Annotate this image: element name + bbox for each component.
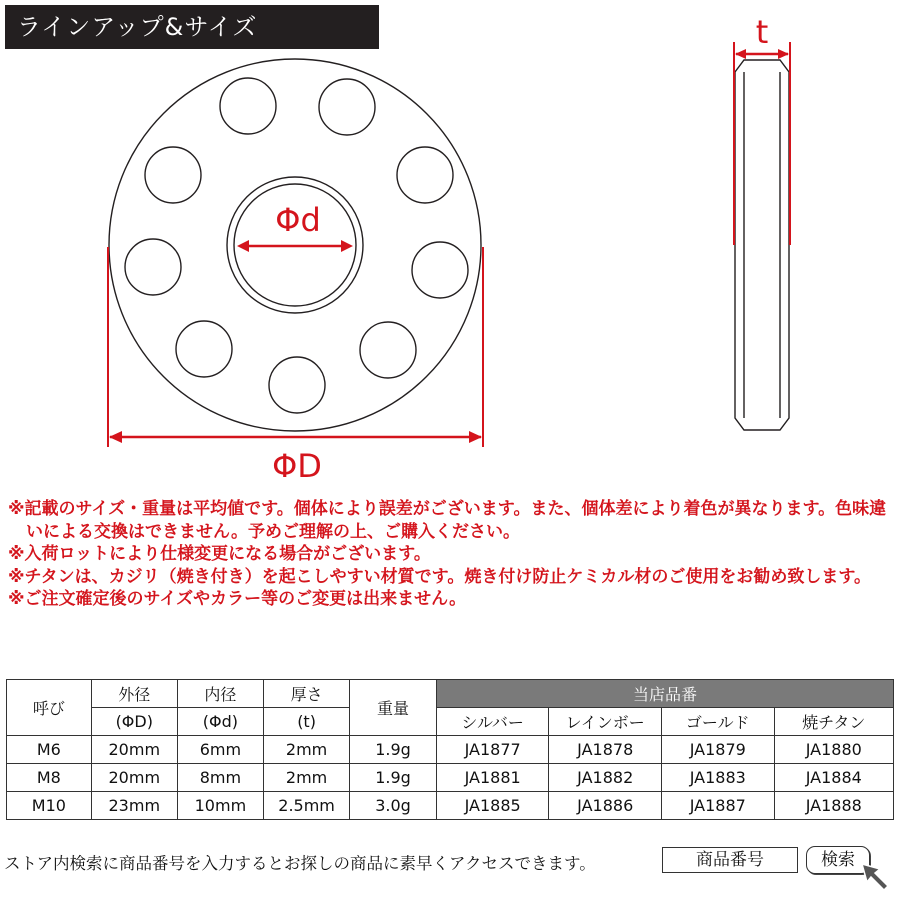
outer-diameter-dimension [108,247,483,447]
cell-thickness: 2mm [263,764,349,792]
cell-weight: 1.9g [350,736,437,764]
cell-weight: 1.9g [350,764,437,792]
header-thickness: 厚さ [263,680,349,708]
table-row [7,792,894,820]
cell-code: JA1885 [436,792,549,820]
thickness-dimension [734,42,790,245]
header-size: 呼び [7,680,92,736]
cell-size: M10 [7,792,92,820]
cell-outer: 20mm [91,764,177,792]
cell-thickness: 2mm [263,736,349,764]
header-color-silver: シルバー [436,708,549,736]
cursor-arrow-icon [858,860,892,894]
cell-code: JA1879 [661,736,774,764]
note-item: ※記載のサイズ・重量は平均値です。個体により誤差がございます。また、個体差により着色が異なります。色味違いによる交換はできません。予めご理解の上、ご購入ください。 [8,499,887,542]
cell-inner: 6mm [177,736,263,764]
lightening-hole [125,239,181,295]
header-outer: 外径 [91,680,177,708]
product-number-field: 商品番号 [662,847,798,873]
cell-thickness: 2.5mm [263,792,349,820]
lightening-hole [397,147,453,203]
spec-table [6,679,894,820]
lightening-hole [220,78,276,134]
lightening-hole [412,242,468,298]
outer-diameter-label: ΦD [272,447,322,485]
header-inner-unit: (Φd) [177,708,263,736]
cell-outer: 20mm [91,736,177,764]
note-item: ※入荷ロットにより仕様変更になる場合がございます。 [8,544,431,564]
inner-diameter-dimension [237,240,353,252]
cell-code: JA1884 [774,764,893,792]
header-outer-unit: (ΦD) [91,708,177,736]
cell-inner: 8mm [177,764,263,792]
cell-code: JA1887 [661,792,774,820]
header-inner: 内径 [177,680,263,708]
cell-code: JA1883 [661,764,774,792]
header-thickness-unit: (t) [263,708,349,736]
note-item: ※ご注文確定後のサイズやカラー等のご変更は出来ません。 [8,589,467,609]
cell-code: JA1886 [549,792,662,820]
store-search-hint [0,846,900,876]
notes [8,498,898,611]
cell-code: JA1880 [774,736,893,764]
lightening-hole [176,321,232,377]
lightening-hole [145,147,201,203]
washer-side-view [735,60,789,430]
cell-weight: 3.0g [350,792,437,820]
header-color-gold: ゴールド [661,708,774,736]
table-row [7,764,894,792]
table-row [7,736,894,764]
cell-code: JA1878 [549,736,662,764]
header-weight: 重量 [350,680,437,736]
lightening-hole [269,357,325,413]
search-button: 検索 [806,846,870,874]
thickness-label: t [755,13,769,51]
cell-code: JA1888 [774,792,893,820]
note-item: ※チタンは、カジリ（焼き付き）を起こしやすい材質です。焼き付け防止ケミカル材のご使用をお勧め致します。 [8,566,871,587]
cell-size: M6 [7,736,92,764]
inner-diameter-label: Φd [275,201,321,239]
cell-code: JA1877 [436,736,549,764]
cell-outer: 23mm [91,792,177,820]
cell-inner: 10mm [177,792,263,820]
cell-code: JA1882 [549,764,662,792]
lightening-hole [319,79,375,135]
header-color-burnt-titanium: 焼チタン [774,708,893,736]
cell-size: M8 [7,764,92,792]
section-title: ラインアップ&サイズ [17,13,258,41]
header-product-code: 当店品番 [436,680,893,708]
cell-code: JA1881 [436,764,549,792]
header-color-rainbow: レインボー [549,708,662,736]
search-hint-text: ストア内検索に商品番号を入力するとお探しの商品に素早くアクセスできます。 [4,854,596,873]
lightening-hole [360,322,416,378]
